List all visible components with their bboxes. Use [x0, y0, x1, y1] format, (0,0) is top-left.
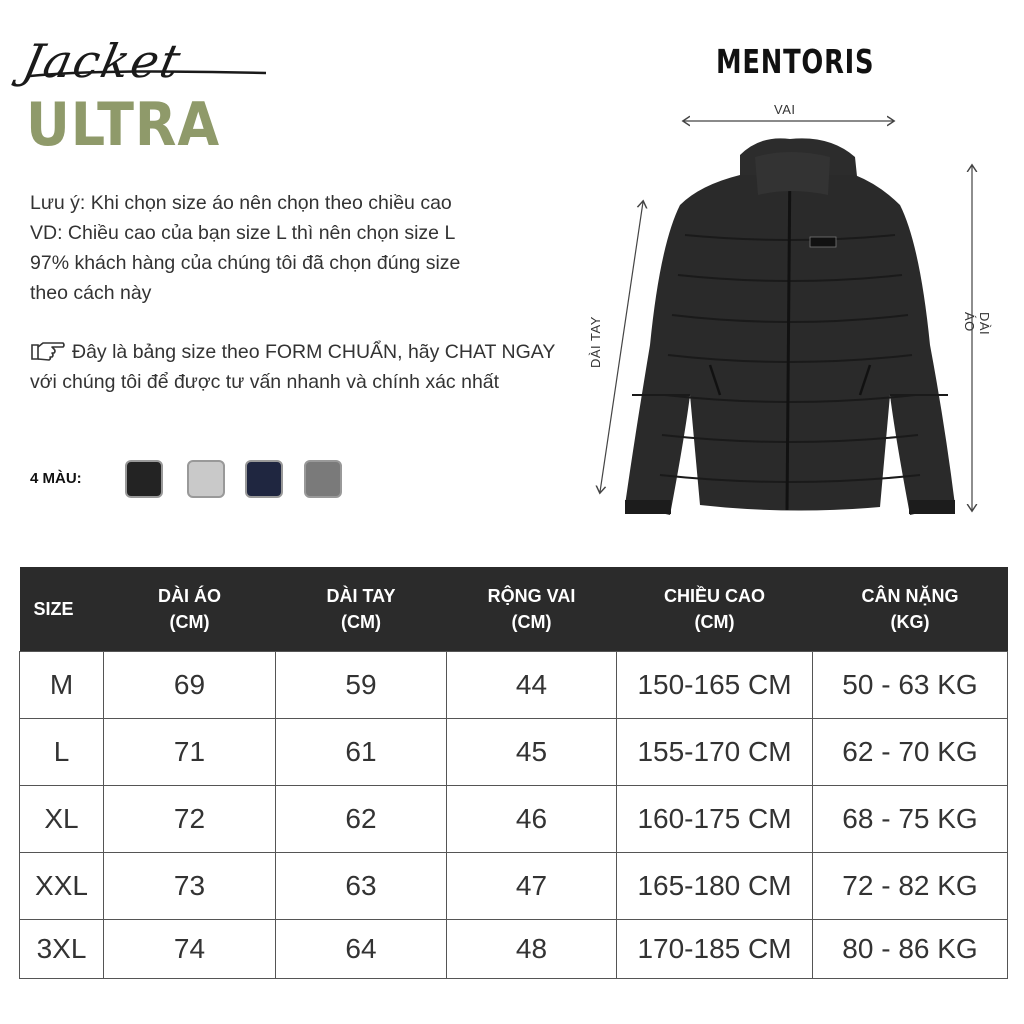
header-can-nang: CÂN NẶNG (KG) — [813, 567, 1008, 652]
table-row — [20, 719, 1008, 786]
cell-size: M — [20, 652, 104, 719]
size-table — [19, 567, 1008, 979]
colors-label: 4 MÀU: — [30, 470, 82, 487]
cell-can-nang: 72 - 82 KG — [813, 853, 1008, 920]
note-line: Lưu ý: Khi chọn size áo nên chọn theo chiều cao — [30, 192, 452, 214]
table-row — [20, 853, 1008, 920]
cell-rong-vai: 48 — [447, 920, 617, 979]
header-rong-vai: RỘNG VAI (CM) — [447, 567, 617, 652]
cell-dai-ao: 69 — [104, 652, 276, 719]
cell-dai-tay: 64 — [276, 920, 447, 979]
cell-chieu-cao: 160-175 CM — [617, 786, 813, 853]
cell-can-nang: 80 - 86 KG — [813, 920, 1008, 979]
cell-rong-vai: 44 — [447, 652, 617, 719]
cell-can-nang: 50 - 63 KG — [813, 652, 1008, 719]
table-header-row — [20, 567, 1008, 652]
cell-dai-ao: 74 — [104, 920, 276, 979]
header-chieu-cao: CHIỀU CAO (CM) — [617, 567, 813, 652]
cell-rong-vai: 47 — [447, 853, 617, 920]
cell-size: XL — [20, 786, 104, 853]
cell-chieu-cao: 155-170 CM — [617, 719, 813, 786]
note-line: VD: Chiều cao của bạn size L thì nên chọn size L — [30, 222, 456, 244]
cell-dai-tay: 63 — [276, 853, 447, 920]
header-dai-tay: DÀI TAY (CM) — [276, 567, 447, 652]
measure-label-vai: VAI — [774, 102, 796, 117]
cell-rong-vai: 46 — [447, 786, 617, 853]
cell-dai-tay: 61 — [276, 719, 447, 786]
cell-dai-ao: 71 — [104, 719, 276, 786]
product-name: ULTRA — [26, 90, 221, 160]
cell-can-nang: 68 - 75 KG — [813, 786, 1008, 853]
cell-chieu-cao: 150-165 CM — [617, 652, 813, 719]
table-row — [20, 652, 1008, 719]
table-row — [20, 786, 1008, 853]
cell-can-nang: 62 - 70 KG — [813, 719, 1008, 786]
jacket-illustration — [590, 95, 990, 535]
note-line: 97% khách hàng của chúng tôi đã chọn đúng size — [30, 252, 461, 274]
cell-dai-tay: 62 — [276, 786, 447, 853]
header-size: SIZE — [20, 567, 104, 652]
table-row — [20, 920, 1008, 979]
cell-size: 3XL — [20, 920, 104, 979]
script-title: Jacket — [18, 34, 187, 88]
measure-label-dai-tay: DÀI TAY — [588, 316, 603, 368]
chat-text: Đây là bảng size theo FORM CHUẨN, hãy CHAT NGAY với chúng tôi để được tư vấn nhanh và chính xác nhất — [30, 341, 555, 393]
measure-label-dai-ao: DÀI ÁO — [962, 312, 992, 336]
header-dai-ao: DÀI ÁO (CM) — [104, 567, 276, 652]
cell-rong-vai: 45 — [447, 719, 617, 786]
cell-dai-tay: 59 — [276, 652, 447, 719]
cell-chieu-cao: 170-185 CM — [617, 920, 813, 979]
brand-name: MENTORIS — [716, 42, 875, 81]
note-line: theo cách này — [30, 282, 152, 304]
cell-size: XXL — [20, 853, 104, 920]
cell-dai-ao: 73 — [104, 853, 276, 920]
cell-size: L — [20, 719, 104, 786]
cell-chieu-cao: 165-180 CM — [617, 853, 813, 920]
cell-dai-ao: 72 — [104, 786, 276, 853]
